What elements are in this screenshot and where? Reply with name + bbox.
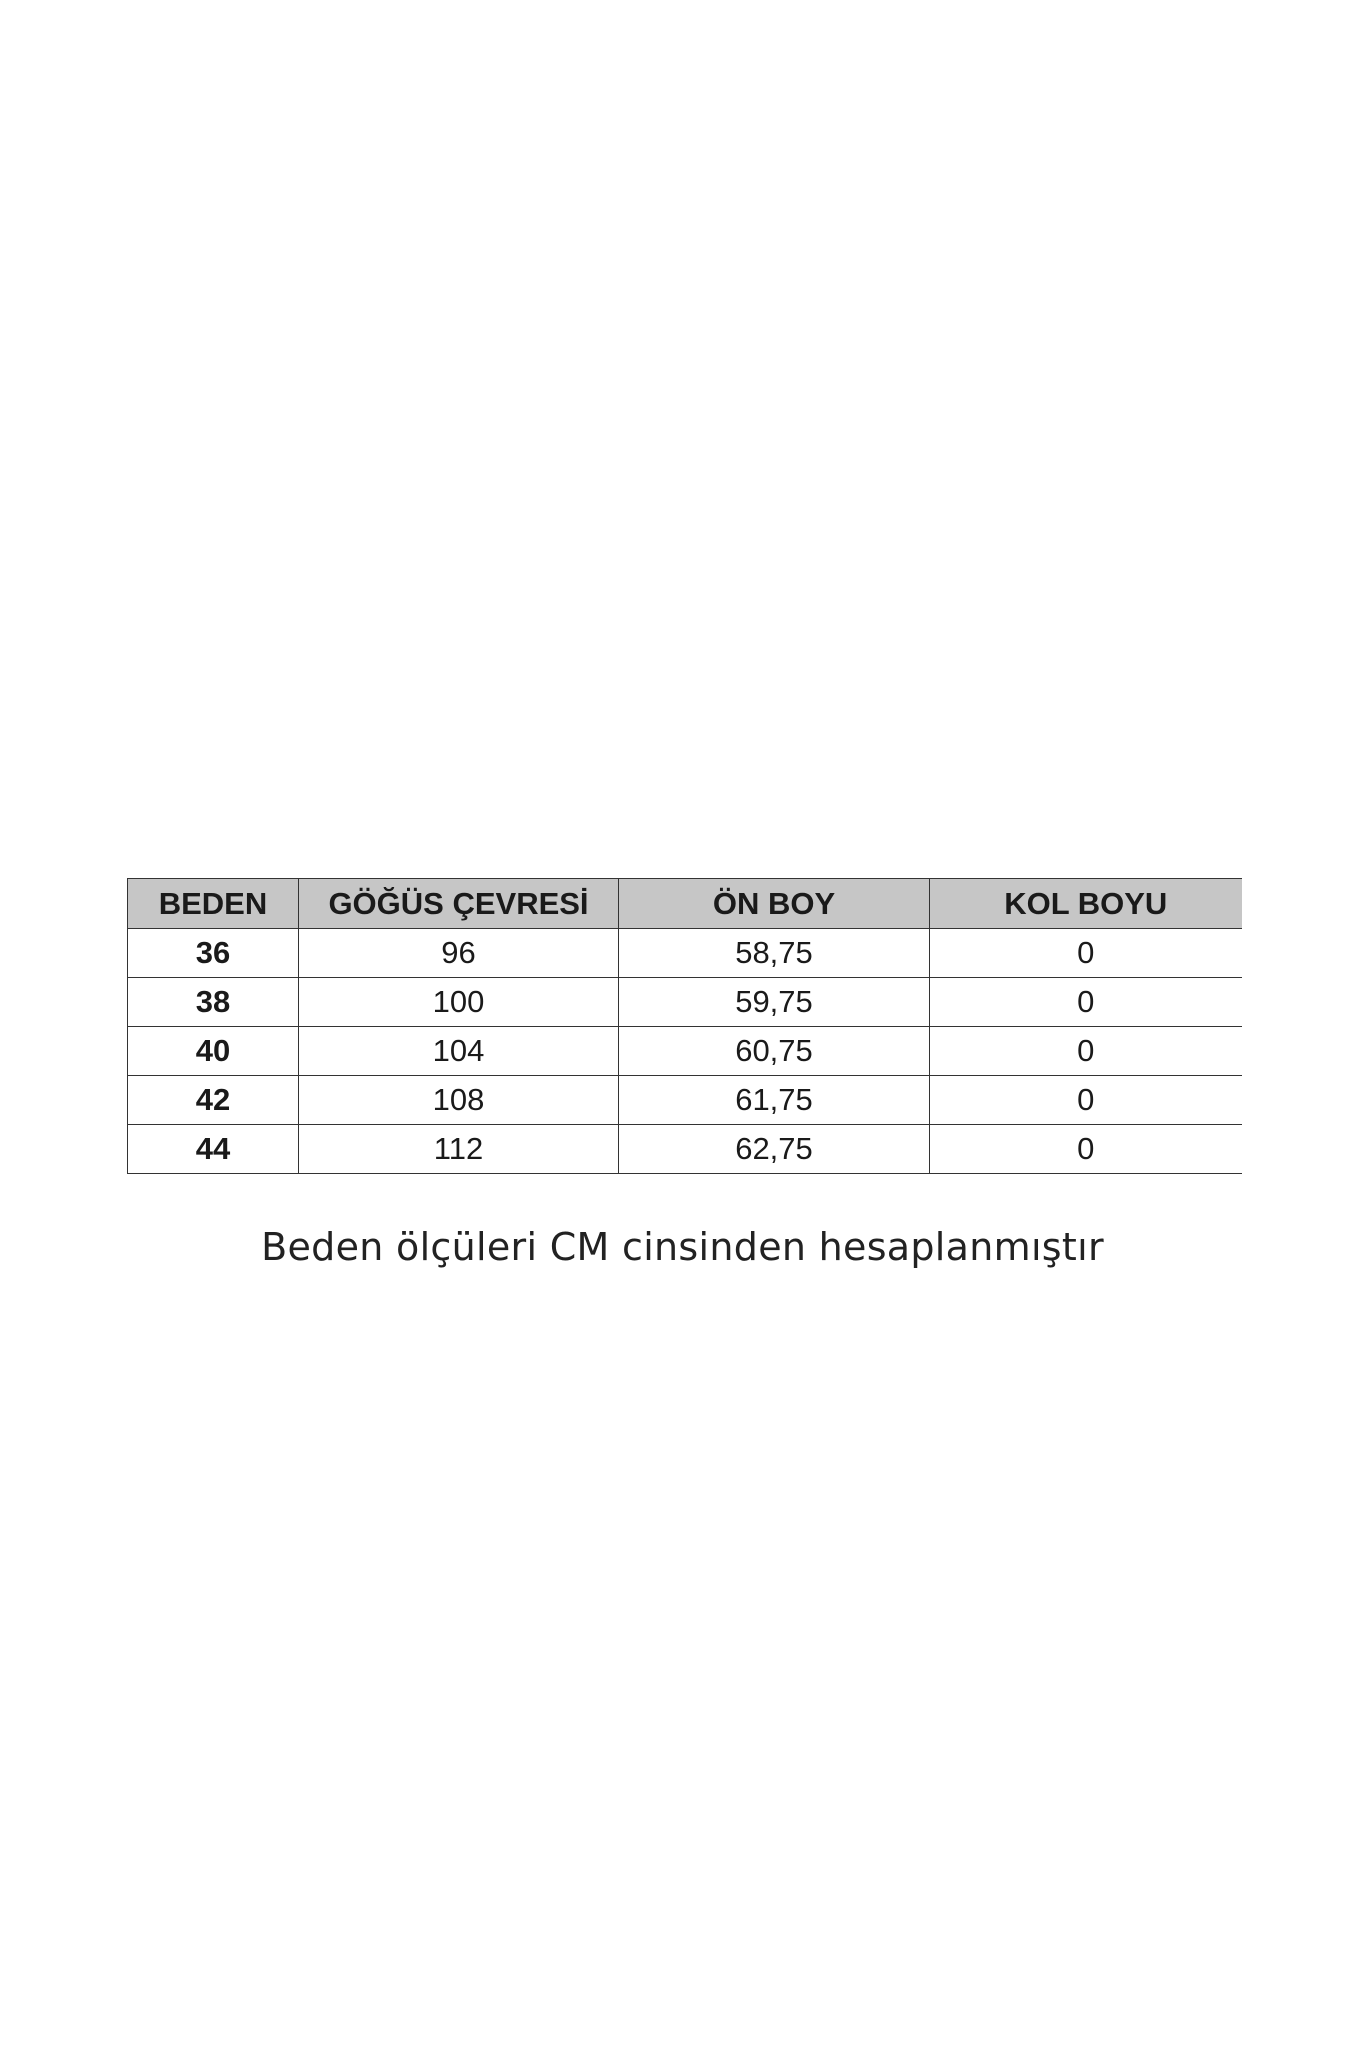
chest-cell: 100 [299, 978, 619, 1027]
size-chart-table [127, 878, 1242, 1174]
header-chest: GÖĞÜS ÇEVRESİ [299, 879, 619, 929]
table-header-row [128, 879, 1242, 929]
table-row [128, 929, 1242, 978]
sleeve-length-cell: 0 [930, 1027, 1242, 1076]
size-cell: 40 [128, 1027, 299, 1076]
front-length-cell: 58,75 [619, 929, 930, 978]
front-length-cell: 62,75 [619, 1125, 930, 1174]
chest-cell: 108 [299, 1076, 619, 1125]
size-cell: 44 [128, 1125, 299, 1174]
table-row [128, 1125, 1242, 1174]
header-front-length: ÖN BOY [619, 879, 930, 929]
sleeve-length-cell: 0 [930, 1076, 1242, 1125]
size-cell: 38 [128, 978, 299, 1027]
front-length-cell: 61,75 [619, 1076, 930, 1125]
table-row [128, 978, 1242, 1027]
front-length-cell: 60,75 [619, 1027, 930, 1076]
size-cell: 36 [128, 929, 299, 978]
size-cell: 42 [128, 1076, 299, 1125]
table-row [128, 1027, 1242, 1076]
sleeve-length-cell: 0 [930, 929, 1242, 978]
chest-cell: 112 [299, 1125, 619, 1174]
chest-cell: 96 [299, 929, 619, 978]
chest-cell: 104 [299, 1027, 619, 1076]
table-row [128, 1076, 1242, 1125]
sleeve-length-cell: 0 [930, 1125, 1242, 1174]
front-length-cell: 59,75 [619, 978, 930, 1027]
measurement-unit-note: Beden ölçüleri CM cinsinden hesaplanmıştır [261, 1225, 1104, 1269]
header-sleeve-length: KOL BOYU [930, 879, 1242, 929]
sleeve-length-cell: 0 [930, 978, 1242, 1027]
header-size: BEDEN [128, 879, 299, 929]
